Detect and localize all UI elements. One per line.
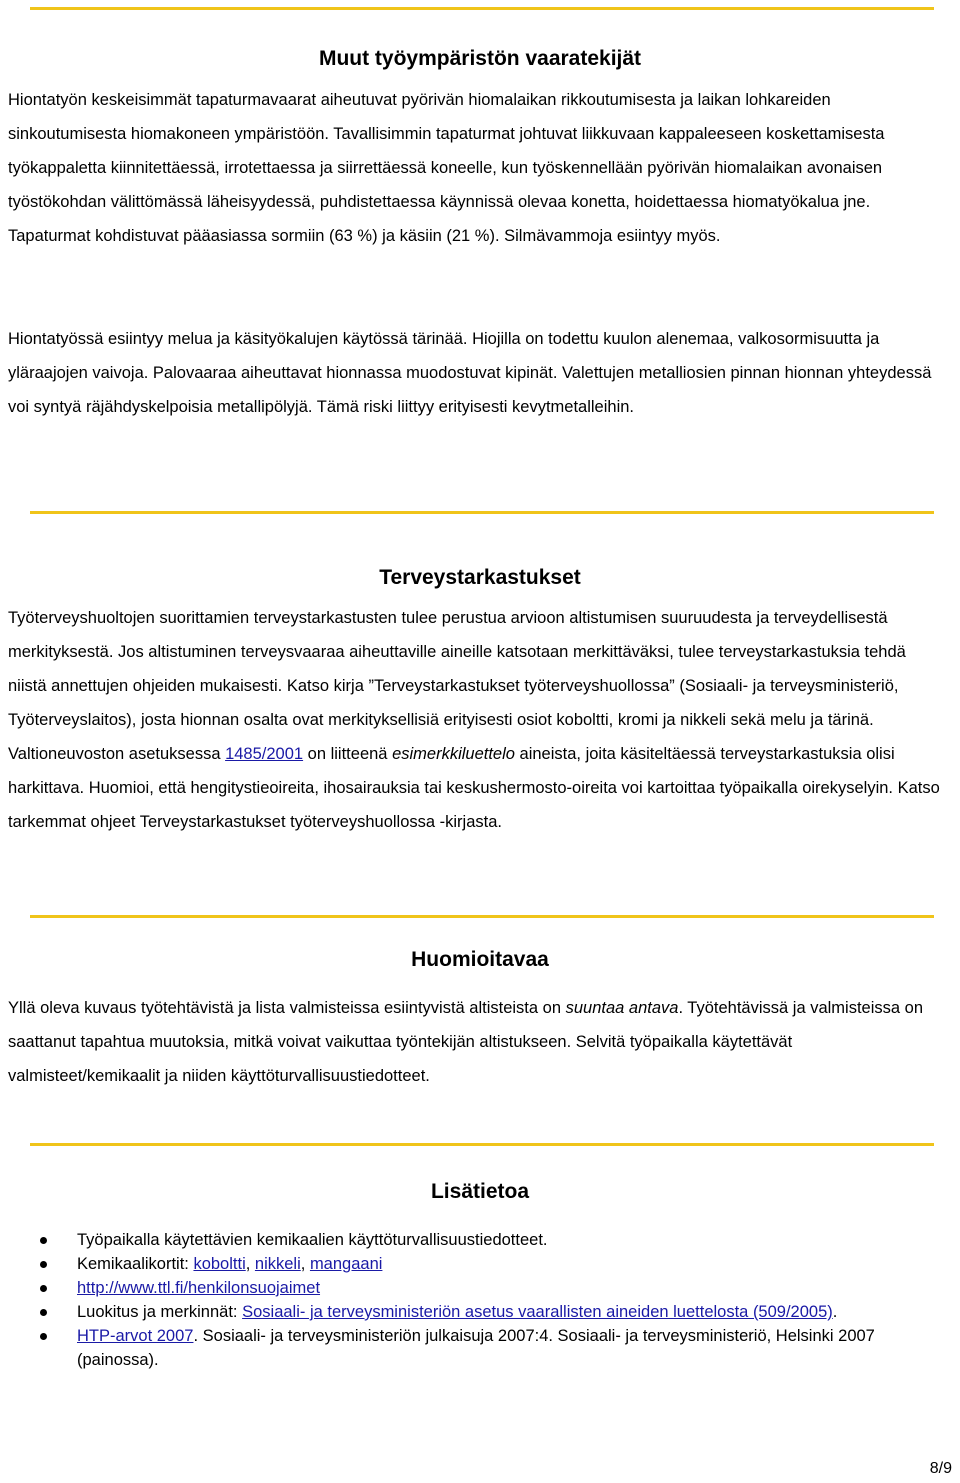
health-checks-text-1: Työterveyshuoltojen suorittamien terveystarkastusten tulee perustua arvioon altistumisen suuruudesta ja terveydellisestä merkityksestä. Jos altistuminen terveysvaaraa aiheuttaville aineille katsotaan merkittäväksi, tulee terveystarkastuksia tehdä niistä annettujen ohjeiden mukaisesti. Katso kirja ”Terveystarkastukset työterveyshuollossa” (Sosiaali- ja terveysministeriö, Työterveyslaitos), josta hionnan osalta ovat merkityksellisiä erityisesti osiot koboltti, kromi ja nikkeli sekä melu ja tärinä. Valtioneuvoston asetuksessa: [8, 609, 906, 763]
paragraph-hazards: Hiontatyön keskeisimmät tapaturmavaarat aiheutuvat pyörivän hiomalaikan rikkoutumisesta ja laikan lohkareiden sinkoutumisesta hiomakoneen ympäristöön. Tavallisimmin tapaturmat johtuvat liikkuvaan kappaleeseen koskettamisesta työkappaletta kiinnitettäessä, irrotettaessa ja siirrettäessä koneelle, kun työskennellään pyörivän hiomalaikan avonaisen työstökohdan välittömässä läheisyydessä, puhdistettaessa käynnissä olevaa konetta, hoidettaessa hiomatyökalua jne. Tapaturmat kohdistuvat pääasiassa sormiin (63 %) ja käsiin (21 %). Silmävammoja esiintyy myös.: [8, 91, 885, 245]
example-list-italic: esimerkkiluettelo: [392, 745, 515, 763]
health-checks-text-2: on liitteenä: [303, 745, 393, 763]
list-item-text: .: [832, 1303, 838, 1321]
list-item: [0, 1228, 940, 1252]
nikkeli-link[interactable]: nikkeli: [254, 1255, 301, 1273]
mangaani-link[interactable]: mangaani: [309, 1255, 383, 1273]
list-item: [0, 1252, 940, 1276]
heading-terveystarkastukset: Terveystarkastukset: [379, 566, 581, 589]
paragraph-health-checks: [8, 601, 948, 839]
notice-text-1: Yllä oleva kuvaus työtehtävistä ja lista valmisteissa esiintyvistä altisteista on: [8, 999, 566, 1017]
section-divider: [30, 511, 934, 514]
decree-1485-2001-link[interactable]: 1485/2001: [225, 745, 304, 763]
list-item: [0, 1300, 940, 1324]
page-number: 8/9: [929, 1460, 952, 1477]
htp-arvot-2007-link[interactable]: HTP-arvot 2007: [77, 1327, 194, 1345]
list-item: [0, 1276, 940, 1300]
list-item-text: . Sosiaali- ja terveysministeriön julkaisuja 2007:4. Sosiaali- ja terveysministeriö, Helsinki 2007 (painossa).: [77, 1327, 875, 1369]
koboltti-link[interactable]: koboltti: [193, 1255, 246, 1273]
list-item-text: Työpaikalla käytettävien kemikaalien käyttöturvallisuustiedotteet.: [77, 1231, 548, 1249]
section-divider: [30, 915, 934, 918]
separator: ,: [245, 1255, 255, 1273]
list-item: [0, 1324, 940, 1372]
separator: ,: [300, 1255, 310, 1273]
heading-muut-tyoymparistan-vaaratekijat: Muut työympäristön vaaratekijät: [318, 47, 642, 70]
list-item-text: Kemikaalikortit:: [77, 1255, 194, 1273]
list-item-text: Luokitus ja merkinnät:: [77, 1303, 243, 1321]
hazardous-substances-decree-link[interactable]: Sosiaali- ja terveysministeriön asetus vaarallisten aineiden luettelosta (509/2005): [242, 1303, 833, 1321]
bullet-icon: [40, 1285, 47, 1292]
bullet-icon: [40, 1309, 47, 1316]
bullet-icon: [40, 1261, 47, 1268]
notice-text-2: . Työtehtävissä ja valmisteissa on saattanut tapahtua muutoksia, mitkä voivat vaikuttaa työntekijän altistukseen. Selvitä työpaikalla käytettävät valmisteet/kemikaalit ja niiden käyttöturvallisuustiedotteet.: [8, 999, 923, 1085]
top-divider: [30, 7, 934, 10]
heading-huomioitavaa: Huomioitavaa: [411, 948, 549, 971]
paragraph-noise-vibration: Hiontatyössä esiintyy melua ja käsityökalujen käytössä tärinää. Hiojilla on todettu kuulon alenemaa, valkosormisuutta ja yläraajojen vaivoja. Palovaaraa aiheuttavat hionnassa muodostuvat kipinät. Valettujen metalliosien pinnan hionnan yhteydessä voi syntyä räjähdyskelpoisia metallipölyjä. Tämä riski liittyy erityisesti kevytmetalleihin.: [8, 330, 932, 416]
bullet-icon: [40, 1333, 47, 1340]
further-info-list: [0, 1228, 940, 1372]
indicative-italic: suuntaa antava: [565, 999, 679, 1017]
bullet-icon: [40, 1237, 47, 1244]
paragraph-notice: [8, 991, 948, 1093]
ttl-henkilonsuojaimet-link[interactable]: http://www.ttl.fi/henkilonsuojaimet: [77, 1279, 321, 1297]
section-divider: [30, 1143, 934, 1146]
heading-lisatietoa: Lisätietoa: [430, 1180, 530, 1203]
health-checks-text-3: aineista, joita käsiteltäessä terveystarkastuksia olisi harkittava. Huomioi, että hengitystieoireita, ihosairauksia tai keskushermosto-oireita voi kartoittaa työpaikalla oirekyselyin. Katso tarkemmat ohjeet Terveystarkastukset työterveyshuollossa -kirjasta.: [8, 745, 940, 831]
